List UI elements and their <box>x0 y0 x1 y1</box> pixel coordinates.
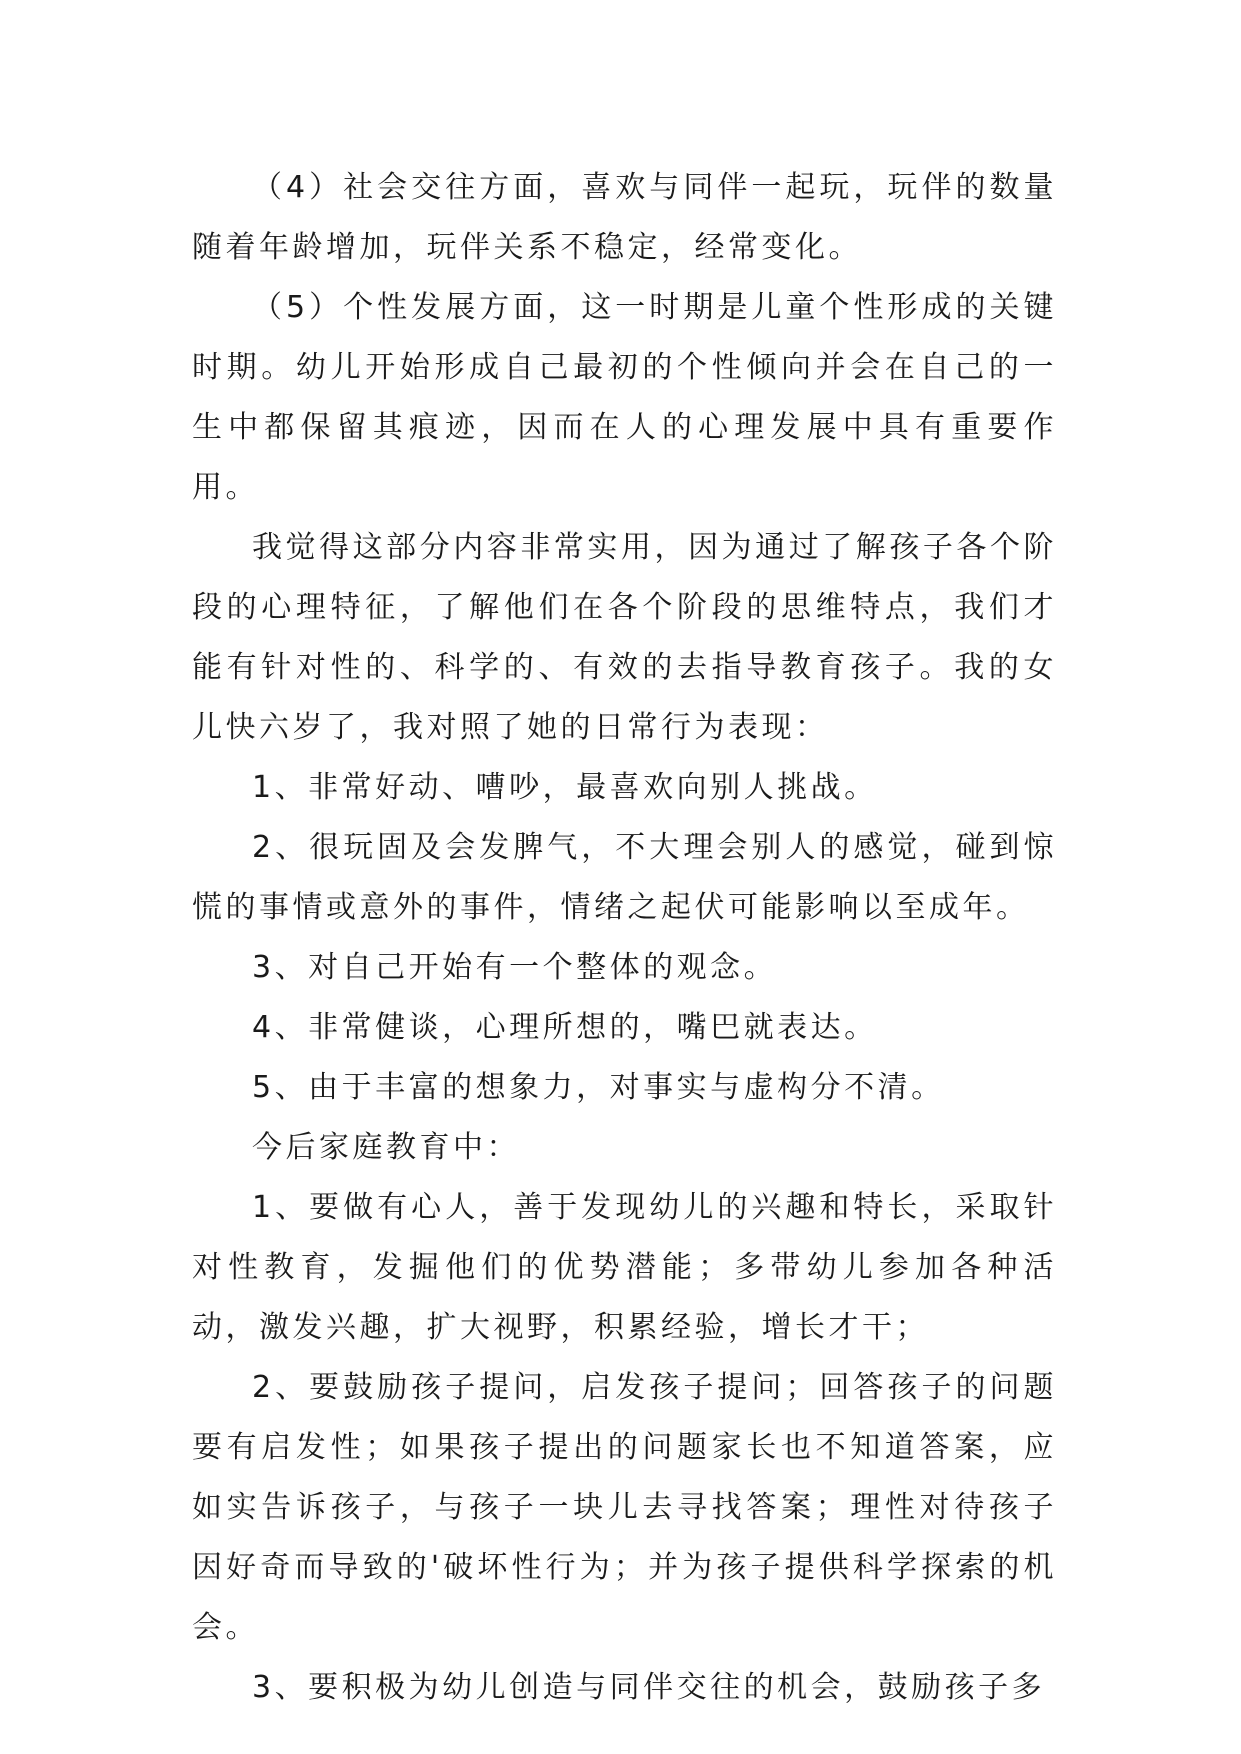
paragraph-behavior-3: 3、对自己开始有一个整体的观念。 <box>252 950 778 985</box>
document-body <box>192 158 1057 1718</box>
paragraph-plan-2: 2、要鼓励孩子提问，启发孩子提问；回答孩子的问题要有启发性；如果孩子提出的问题家长也不知道答案，应如实告诉孩子，与孩子一块儿去寻找答案；理性对待孩子因好奇而导致的'破坏性行为；并为孩子提供科学探索的机会。 <box>192 1370 1057 1645</box>
paragraph-future-education-heading: 今后家庭教育中： <box>252 1130 520 1165</box>
paragraph-personality-development: （5）个性发展方面，这一时期是儿童个性形成的关键时期。幼儿开始形成自己最初的个性倾向并会在自己的一生中都保留其痕迹，因而在人的心理发展中具有重要作用。 <box>192 290 1057 505</box>
paragraph-reflection: 我觉得这部分内容非常实用，因为通过了解孩子各个阶段的心理特征，了解他们在各个阶段的思维特点，我们才能有针对性的、科学的、有效的去指导教育孩子。我的女儿快六岁了，我对照了她的日常行为表现： <box>192 530 1057 745</box>
paragraph-behavior-5: 5、由于丰富的想象力，对事实与虚构分不清。 <box>252 1070 945 1105</box>
paragraph-behavior-4: 4、非常健谈，心理所想的，嘴巴就表达。 <box>252 1010 878 1045</box>
paragraph-behavior-2: 2、很玩固及会发脾气，不大理会别人的感觉，碰到惊慌的事情或意外的事件，情绪之起伏可能影响以至成年。 <box>192 830 1057 925</box>
paragraph-behavior-1: 1、非常好动、嘈吵，最喜欢向别人挑战。 <box>252 770 878 805</box>
paragraph-plan-1: 1、要做有心人，善于发现幼儿的兴趣和特长，采取针对性教育，发掘他们的优势潜能；多带幼儿参加各种活动，激发兴趣，扩大视野，积累经验，增长才干； <box>192 1190 1057 1345</box>
paragraph-plan-3: 3、要积极为幼儿创造与同伴交往的机会，鼓励孩子多 <box>252 1670 1046 1705</box>
paragraph-social-interaction: （4）社会交往方面，喜欢与同伴一起玩，玩伴的数量随着年龄增加，玩伴关系不稳定，经常变化。 <box>192 170 1057 265</box>
